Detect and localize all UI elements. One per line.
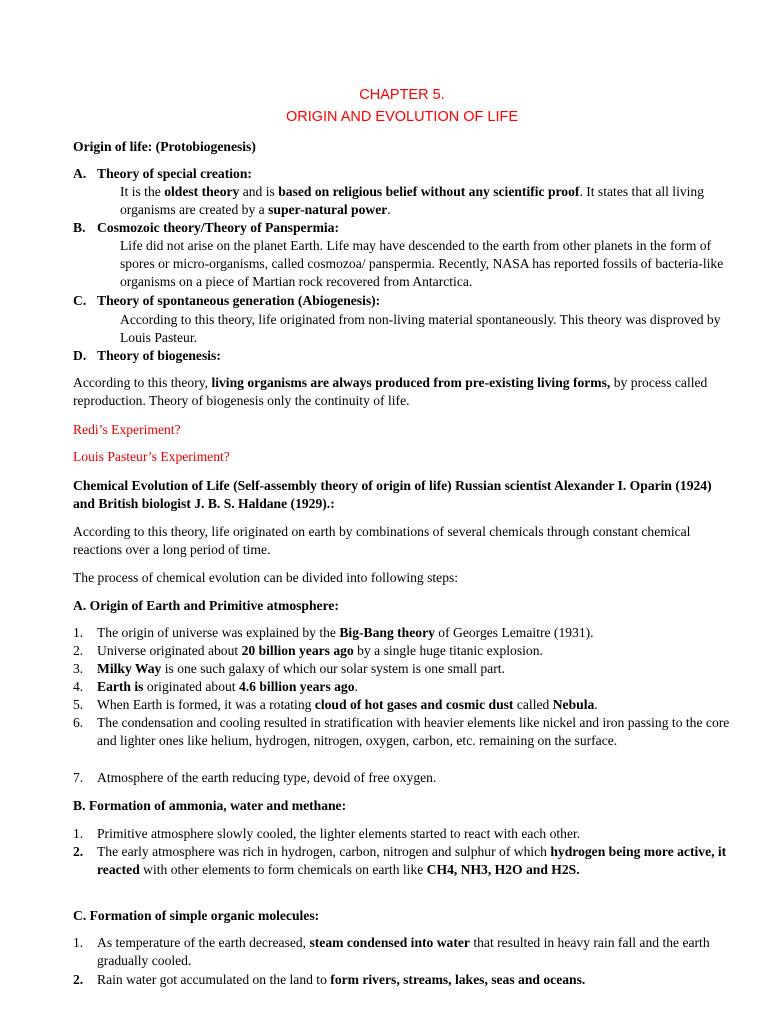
intro-heading: Origin of life: (Protobiogenesis)	[73, 139, 256, 154]
list-number: 3.	[73, 661, 84, 676]
list-number: 2.	[73, 643, 84, 658]
list-number: 2.	[73, 972, 84, 987]
list-item: The condensation and cooling resulted in stratification with heavier elements like nickel and iron passing to the core and lighter ones like helium, hydrogen, nitrogen, oxygen, carbon, etc. remaining on the surface.	[97, 715, 730, 749]
theory-d-letter: D.	[73, 348, 87, 363]
section-b-heading: B. Formation of ammonia, water and methane:	[73, 798, 347, 813]
chemical-evolution-paragraph: According to this theory, life originated on earth by combinations of several chemicals through constant chemical reactions over a long period of time.	[73, 524, 691, 558]
theory-c-text: According to this theory, life originated from non-living material spontaneously. This theory was disproved by Louis Pasteur.	[120, 312, 721, 346]
theory-d-heading: Theory of biogenesis:	[97, 348, 221, 363]
theory-c-heading: Theory of spontaneous generation (Abiogenesis):	[97, 293, 381, 308]
section-c-heading: C. Formation of simple organic molecules:	[73, 908, 320, 923]
list-item: Universe originated about 20 billion years ago by a single huge titanic explosion.	[97, 643, 543, 658]
list-item: The early atmosphere was rich in hydrogen, carbon, nitrogen and sulphur of which hydrogen being more active, it reacted with other elements to form chemicals on earth like CH4, NH3, H2O and H2S.	[97, 844, 727, 878]
list-item: Milky Way is one such galaxy of which our solar system is one small part.	[97, 661, 505, 676]
section-a-heading: A. Origin of Earth and Primitive atmosphere:	[73, 598, 339, 613]
list-item: When Earth is formed, it was a rotating cloud of hot gases and cosmic dust called Nebula.	[97, 697, 598, 712]
pasteur-experiment-link: Louis Pasteur’s Experiment?	[73, 449, 230, 464]
biogenesis-paragraph: According to this theory, living organisms are always produced from pre-existing living forms, by process called reproduction. Theory of biogenesis only the continuity of life.	[73, 375, 708, 409]
theory-a-letter: A.	[73, 166, 87, 181]
theory-b-letter: B.	[73, 220, 86, 235]
redi-experiment-link: Redi’s Experiment?	[73, 422, 181, 437]
list-number: 7.	[73, 770, 84, 785]
list-number: 5.	[73, 697, 84, 712]
list-number: 4.	[73, 679, 84, 694]
list-number: 2.	[73, 844, 84, 859]
theory-a-text: It is the oldest theory and is based on religious belief without any scientific proof. It states that all living organisms are created by a super-natural power.	[120, 184, 705, 218]
theory-a-heading: Theory of special creation:	[97, 166, 252, 181]
list-item: As temperature of the earth decreased, steam condensed into water that resulted in heavy rain fall and the earth gradually cooled.	[97, 935, 710, 969]
list-item: Atmosphere of the earth reducing type, devoid of free oxygen.	[97, 770, 437, 785]
list-number: 1.	[73, 935, 84, 950]
list-number: 1.	[73, 625, 84, 640]
theory-b-text: Life did not arise on the planet Earth. Life may have descended to the earth from other planets in the form of spores or micro-organisms, called cosmozoa/ panspermia. Recently, NASA has reported fossils of bacteria-like organisms on a piece of Martian rock recovered from Antarctica.	[120, 238, 724, 290]
theory-c-letter: C.	[73, 293, 87, 308]
chapter-title: ORIGIN AND EVOLUTION OF LIFE	[285, 109, 519, 125]
theory-b-heading: Cosmozoic theory/Theory of Panspermia:	[97, 220, 339, 235]
list-item: Rain water got accumulated on the land to form rivers, streams, lakes, seas and oceans.	[97, 972, 586, 987]
chapter-number: CHAPTER 5.	[359, 87, 445, 103]
list-item: Primitive atmosphere slowly cooled, the lighter elements started to react with each other.	[97, 826, 581, 841]
steps-intro: The process of chemical evolution can be divided into following steps:	[73, 570, 459, 585]
list-number: 6.	[73, 715, 84, 730]
chemical-evolution-heading: Chemical Evolution of Life (Self-assembly theory of origin of life) Russian scientist Alexander I. Oparin (1924) and British biologist J. B. S. Haldane (1929).:	[73, 478, 712, 512]
list-item: Earth is originated about 4.6 billion years ago.	[97, 679, 358, 694]
list-item: The origin of universe was explained by the Big-Bang theory of Georges Lemaitre (1931).	[97, 625, 594, 640]
list-number: 1.	[73, 826, 84, 841]
